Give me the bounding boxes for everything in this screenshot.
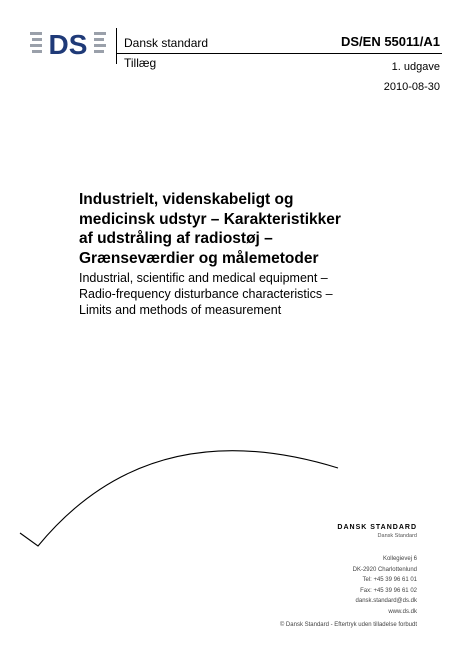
contact-city: DK-2920 Charlottenlund: [352, 566, 417, 573]
contact-website[interactable]: www.ds.dk: [388, 608, 417, 615]
title-danish-line: medicinsk udstyr – Karakteristikker: [79, 210, 341, 228]
header-divider-horizontal: [116, 53, 442, 54]
ds-logo: [30, 28, 108, 58]
title-english-line: Limits and methods of measurement: [79, 303, 282, 317]
edition: 1. udgave: [391, 61, 440, 73]
title-danish-line: Grænseværdier og målemetoder: [79, 249, 319, 267]
copyright-notice: © Dansk Standard - Eftertryk uden tilladelse forbudt: [279, 622, 417, 628]
logo-text: DS: [48, 29, 88, 58]
contact-address: Kollegievej 6: [382, 556, 417, 562]
contact-phone: Tel: +45 39 96 61 01: [362, 577, 417, 583]
contact-block: [337, 523, 417, 617]
org-name: DANSK STANDARD: [337, 524, 417, 531]
org-subtitle: Dansk Standard: [377, 533, 417, 539]
title-danish: [79, 190, 419, 268]
title-danish-line: af udstråling af radiostøj –: [79, 230, 273, 247]
contact-email[interactable]: dansk.standard@ds.dk: [355, 598, 417, 604]
supplement-label: Tillæg: [124, 56, 157, 70]
publication-date: 2010-08-30: [383, 81, 440, 93]
document-type: Dansk standard: [124, 36, 209, 50]
header-divider-vertical: [116, 28, 117, 64]
title-danish-line: Industrielt, videnskabeligt og: [79, 191, 294, 208]
standard-number: DS/EN 55011/A1: [340, 34, 440, 49]
title-english-line: Radio-frequency disturbance characteristics –: [79, 287, 333, 301]
title-english-line: Industrial, scientific and medical equipment –: [79, 271, 328, 285]
title-english: [79, 270, 419, 318]
contact-fax: Fax: +45 39 96 61 02: [360, 587, 417, 594]
